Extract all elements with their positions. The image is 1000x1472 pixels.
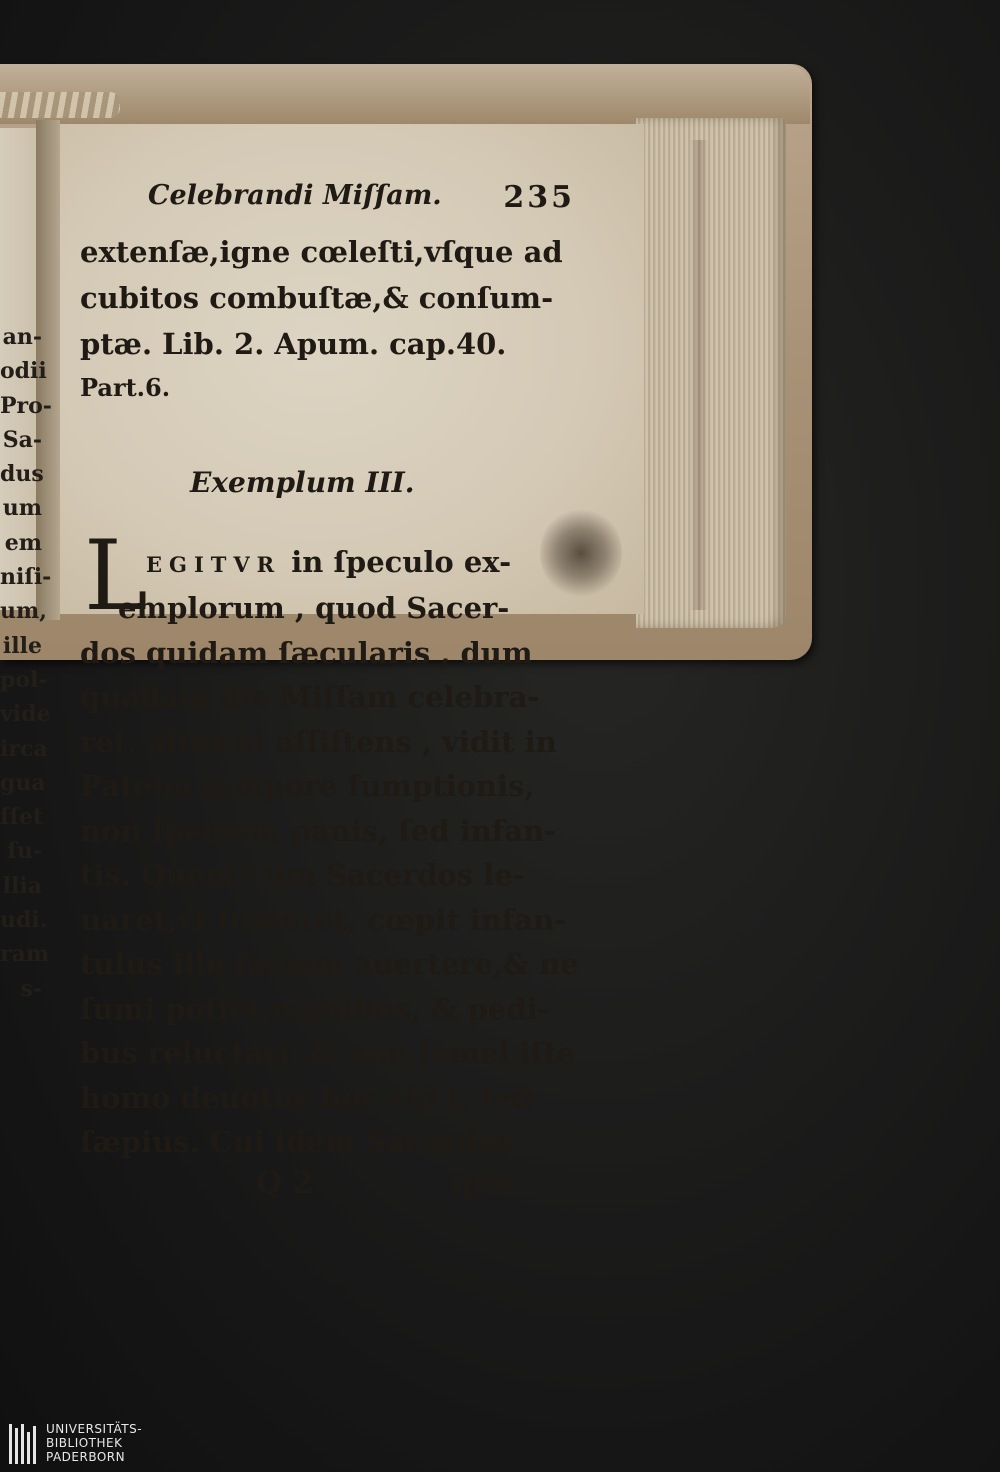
cover-top-edge [0, 64, 810, 124]
library-name-line: BIBLIOTHEK [46, 1436, 123, 1450]
left-page-fragment: s- [20, 975, 42, 1002]
library-logo-icon [8, 1422, 38, 1466]
text-line-first [146, 545, 566, 579]
left-page-fragment: dus [0, 461, 44, 488]
text-line: homo deuotus hoc vid t, ſed [80, 1080, 532, 1115]
left-page-fragment: an- [2, 324, 42, 350]
left-page-fragment: odii [0, 358, 47, 385]
left-page-fragment: pol- [0, 666, 48, 693]
library-logo [8, 1422, 144, 1468]
page-header [120, 180, 575, 224]
text-line: cubitos combuſtæ,& conſum- [80, 281, 554, 315]
text-line: Patena tempore ſumptionis, [80, 769, 535, 803]
library-name-line: PADERBORN [46, 1450, 126, 1464]
small-caps-word: EGITVR [146, 552, 282, 577]
text-line: ret, alius ei aſſiſtens , vidit in [80, 724, 557, 759]
left-page-fragment: Sa- [2, 426, 42, 453]
running-head: Celebrandi Miſſam. [148, 180, 442, 211]
left-page-fragment: um, [0, 598, 47, 625]
text-line: uaret,vt ſumeret, cœpit infan- [80, 902, 567, 937]
spine-cord [0, 92, 120, 118]
left-page-fragment: ſſet [0, 804, 44, 831]
text-line: quadam die Miſſam celebra- [80, 680, 540, 714]
left-page-fragment: ſu- [7, 838, 42, 865]
left-page-fragment: Pro- [0, 392, 52, 419]
text-line: tis. Quem cum Sacerdos le- [80, 858, 525, 892]
text-line: ſumi poſſet,manibus, & pedi- [80, 991, 550, 1026]
text-line: ſæpius. Cui idem Sacerdos [80, 1125, 513, 1159]
page-number: 235 [503, 180, 575, 215]
left-page-fragments [0, 320, 52, 1006]
text-line: ptæ. Lib. 2. Apum. cap.40. [80, 327, 507, 361]
catchword: qua- [452, 1166, 527, 1201]
left-page-fragment: llia [2, 872, 42, 899]
left-page-fragment: niſi- [0, 564, 52, 591]
left-page-fragment: gua [0, 769, 46, 796]
text-line: extenſæ,igne cœleſti,vſque ad [80, 235, 563, 269]
left-page-fragment: ram [0, 941, 50, 968]
left-page-fragment: um [2, 495, 42, 522]
text-line: dos quidam ſæcularis , dum [80, 635, 533, 670]
text-line: emplorum , quod Sacer- [118, 591, 510, 625]
library-name [46, 1422, 142, 1464]
page-edges [636, 118, 786, 628]
text-line: non ſpeciem panis, ſed infan- [80, 813, 557, 848]
section-heading: Exemplum III. [190, 466, 415, 499]
text-line-rest: in ſpeculo ex- [291, 545, 512, 579]
page-edge-stain [690, 140, 708, 610]
left-page-fragment: em [4, 529, 42, 556]
signature-mark: Q 2 [256, 1166, 314, 1201]
left-page-fragment: ille [2, 632, 42, 659]
left-page-fragment: irca [0, 735, 48, 762]
text-line: bus reluctari: & non ſemel iſte [80, 1036, 575, 1070]
library-name-line: UNIVERSITÄTS- [46, 1422, 143, 1436]
left-page-fragment: vide [0, 701, 51, 728]
text-line: Part.6. [80, 373, 171, 402]
drop-cap: L [84, 520, 148, 632]
text-line: tulus ille faciem auertere,& ne [80, 947, 579, 981]
left-page-fragment: udi. [0, 907, 48, 934]
